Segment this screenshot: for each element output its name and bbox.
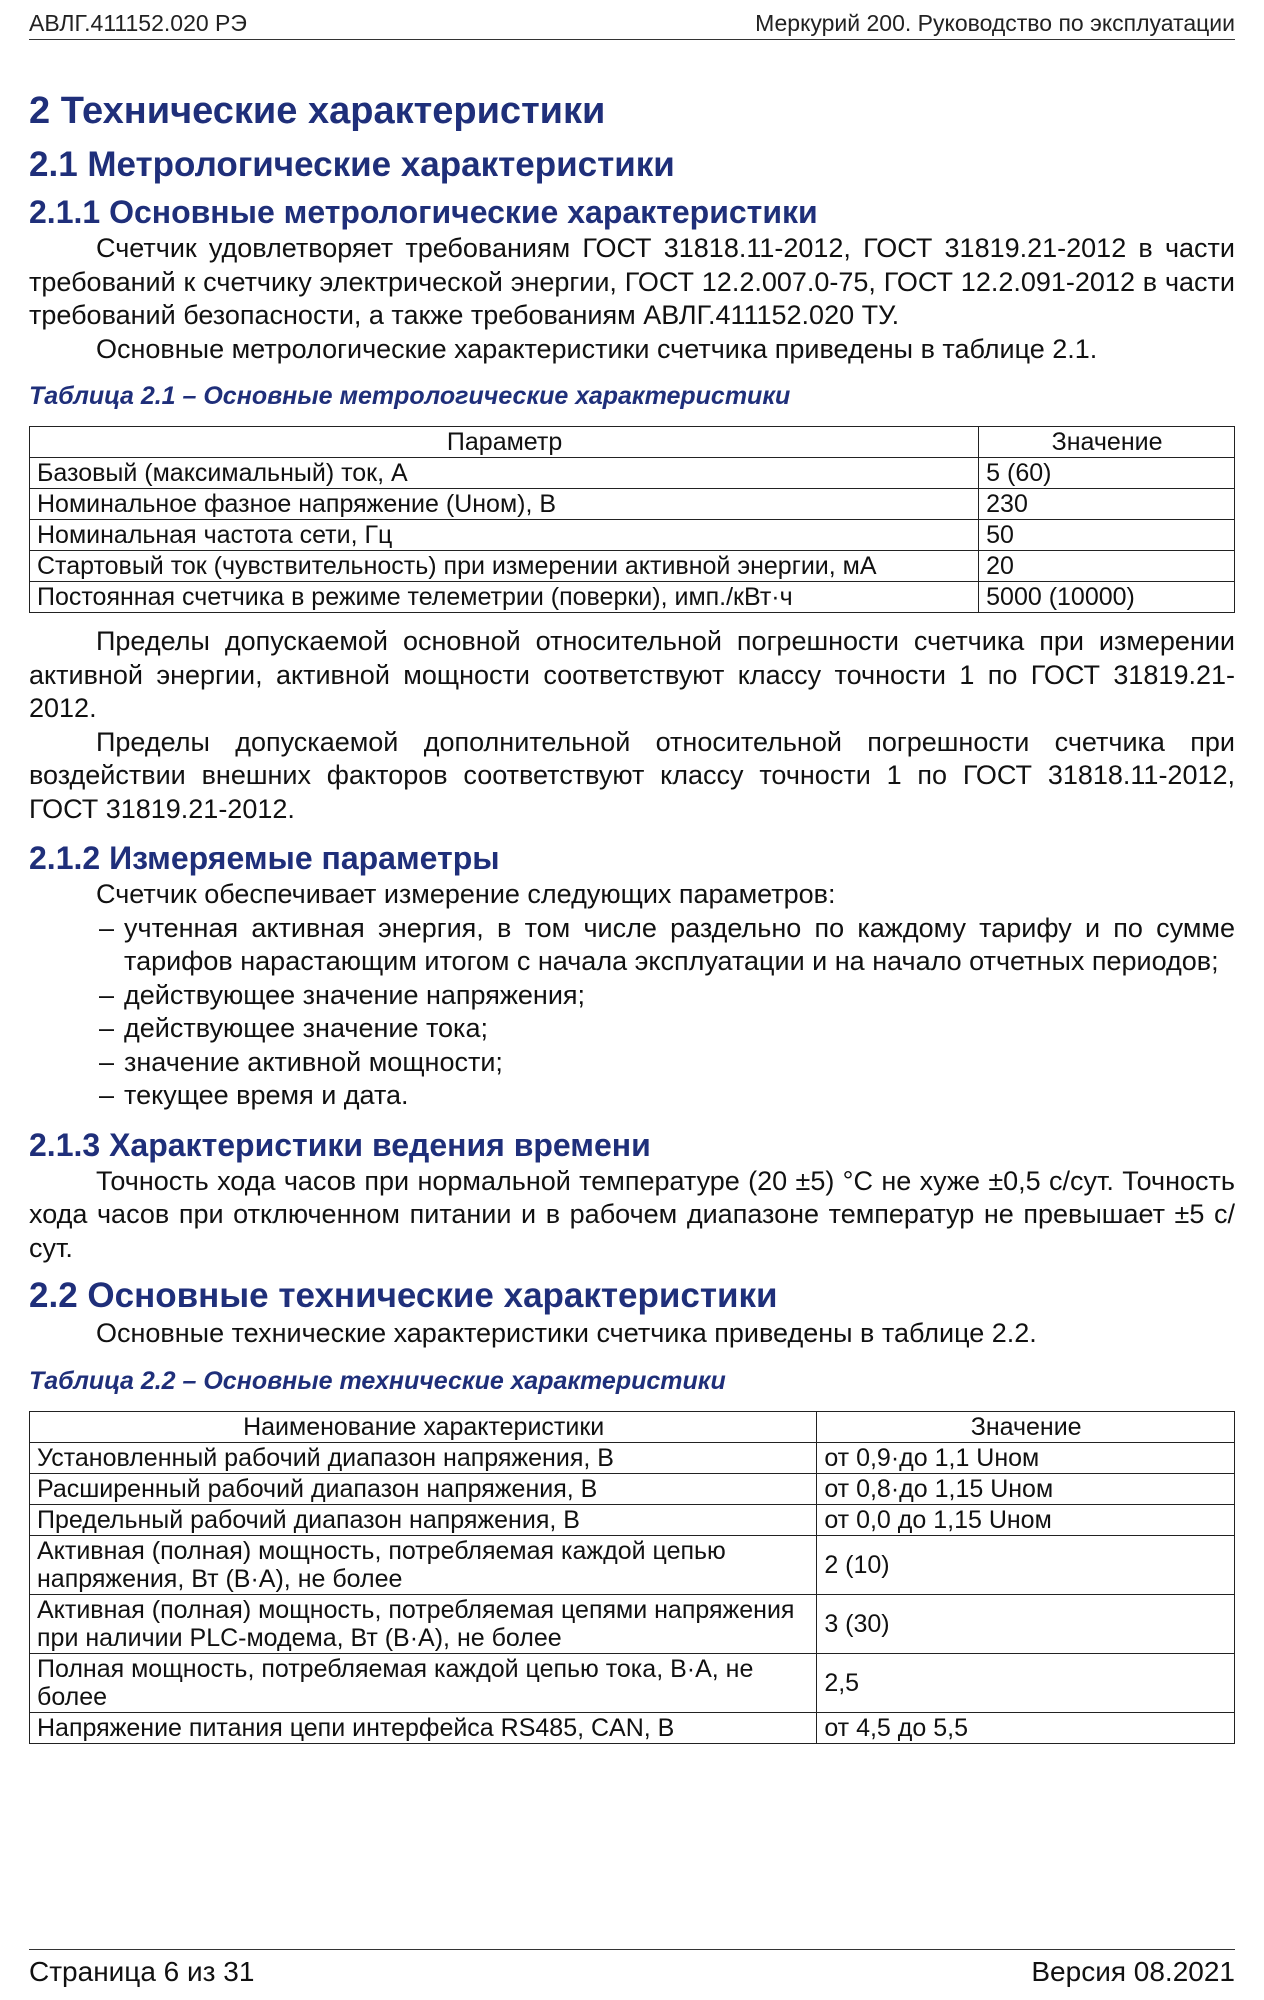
table-cell-param: Активная (полная) мощность, потребляемая цепями напряжения при наличии PLC-модема, Вт (В·А), не более (30, 1594, 817, 1653)
table-cell-param: Номинальная частота сети, Гц (30, 520, 979, 551)
table-cell-param: Базовый (максимальный) ток, А (30, 458, 979, 489)
table-header-cell: Значение (979, 427, 1235, 458)
table-row (30, 1473, 1235, 1504)
doc-code: АВЛГ.411152.020 РЭ (29, 9, 247, 36)
table-cell-param: Постоянная счетчика в режиме телеметрии (поверки), имп./кВт·ч (30, 582, 979, 613)
table-cell-value: 2,5 (817, 1653, 1235, 1712)
dash-marker: – (99, 912, 115, 943)
table-cell-param: Расширенный рабочий диапазон напряжения, В (30, 1473, 817, 1504)
table-cell-value: 230 (979, 489, 1235, 520)
table-cell-param: Стартовый ток (чувствительность) при измерении активной энергии, мА (30, 551, 979, 582)
table-row (30, 582, 1235, 613)
dash-marker: – (99, 1080, 115, 1110)
table-cell-param: Полная мощность, потребляемая каждой цепью тока, В·А, не более (30, 1653, 817, 1712)
list-item-text: учтенная активная энергия, в том числе раздельно по каждому тарифу и по сумме тарифов нарастающим итогом с начала эксплуатации и на начало отчетных периодов; (124, 912, 1235, 976)
running-footer (29, 1955, 1235, 1989)
table-2-1 (29, 426, 1235, 613)
table-cell-value: 20 (979, 551, 1235, 582)
table-cell-value: 5 (60) (979, 458, 1235, 489)
section-2-1-title: 2.1 Метрологические характеристики (29, 145, 675, 184)
table-row (30, 458, 1235, 489)
page-number: Страница 6 из 31 (29, 1956, 255, 1987)
table-2-2 (29, 1411, 1235, 1744)
table-cell-value: 50 (979, 520, 1235, 551)
table-2-1-caption: Таблица 2.1 – Основные метрологические характеристики (29, 382, 791, 410)
table-cell-param: Установленный рабочий диапазон напряжения, В (30, 1442, 817, 1473)
section-2-1-3-title: 2.1.3 Характеристики ведения времени (29, 1126, 651, 1163)
paragraph-main-error: Пределы допускаемой основной относительной погрешности счетчика при измерении активной энергии, активной мощности соответствуют классу точности 1 по ГОСТ 31819.21-2012. (29, 626, 1235, 723)
list-item-text: текущее время и дата. (124, 1080, 409, 1110)
paragraph-clock-accuracy: Точность хода часов при нормальной температуре (20 ±5) °С не хуже ±0,5 с/сут. Точность хода часов при отключенном питании и в рабочем диапазоне температур не превышает ±5 с/сут. (29, 1165, 1235, 1263)
section-2-title: 2 Технические характеристики (29, 90, 606, 132)
footer-rule (29, 1949, 1235, 1950)
table-row (30, 1712, 1235, 1743)
table-cell-value: 2 (10) (817, 1535, 1235, 1594)
spacer (29, 613, 1235, 625)
list-item (29, 912, 1235, 979)
table-2-2-caption: Таблица 2.2 – Основные технические характеристики (29, 1366, 726, 1395)
table-cell-value: от 4,5 до 5,5 (817, 1712, 1235, 1743)
list-item-text: действующее значение тока; (124, 1013, 488, 1043)
paragraph-table-ref-2-2: Основные технические характеристики счетчика приведены в таблице 2.2. (96, 1318, 1037, 1348)
header-rule (29, 39, 1235, 40)
section-2-1-2-title: 2.1.2 Измеряемые параметры (29, 840, 500, 876)
running-header (29, 8, 1235, 38)
dash-marker: – (99, 1046, 115, 1077)
table-row (30, 1535, 1235, 1594)
table-cell-value: от 0,9·до 1,1 Uном (817, 1442, 1235, 1473)
list-item (29, 1012, 1235, 1046)
paragraph-measured-intro: Счетчик обеспечивает измерение следующих параметров: (96, 879, 836, 909)
list-item-text: значение активной мощности; (124, 1046, 503, 1077)
paragraph-table-ref-2-1: Основные метрологические характеристики счетчика приведены в таблице 2.1. (96, 333, 1098, 364)
dash-marker: – (99, 1013, 115, 1043)
section-2-1-1-title: 2.1.1 Основные метрологические характеристики (29, 194, 818, 230)
table-row (30, 520, 1235, 551)
dash-marker: – (99, 979, 115, 1010)
version-label: Версия 08.2021 (1031, 1956, 1235, 1987)
table-row (30, 1653, 1235, 1712)
table-cell-param: Номинальное фазное напряжение (Uном), В (30, 489, 979, 520)
table-cell-value: 3 (30) (817, 1594, 1235, 1653)
table-row (30, 551, 1235, 582)
table-cell-value: 5000 (10000) (979, 582, 1235, 613)
table-row (30, 1504, 1235, 1535)
table-cell-value: от 0,0 до 1,15 Uном (817, 1504, 1235, 1535)
list-item (29, 1046, 1235, 1080)
page-content (29, 88, 1235, 1744)
doc-title: Меркурий 200. Руководство по эксплуатации (755, 9, 1235, 36)
table-row (30, 1594, 1235, 1653)
list-item-text: действующее значение напряжения; (124, 979, 586, 1010)
paragraph-standards: Счетчик удовлетворяет требованиям ГОСТ 31818.11-2012, ГОСТ 31819.21-2012 в части требований к счетчику электрической энергии, ГОСТ 12.2.007.0-75, ГОСТ 12.2.091-2012 в части требований безопасности, а также требованиям АВЛГ.411152.020 ТУ. (29, 233, 1235, 330)
table-header-cell: Наименование характеристики (30, 1411, 817, 1442)
table-header-row (30, 427, 1235, 458)
list-item (29, 979, 1235, 1013)
table-row (30, 489, 1235, 520)
table-header-cell: Параметр (30, 427, 979, 458)
measured-parameters-list (29, 912, 1235, 1113)
table-header-cell: Значение (817, 1411, 1235, 1442)
table-cell-param: Предельный рабочий диапазон напряжения, В (30, 1504, 817, 1535)
list-item (29, 1079, 1235, 1113)
table-row (30, 1442, 1235, 1473)
table-cell-value: от 0,8·до 1,15 Uном (817, 1473, 1235, 1504)
table-cell-param: Активная (полная) мощность, потребляемая каждой цепью напряжения, Вт (В·А), не более (30, 1535, 817, 1594)
paragraph-additional-error: Пределы допускаемой дополнительной относительной погрешности счетчика при воздействии внешних факторов соответствуют классу точности 1 по ГОСТ 31818.11-2012, ГОСТ 31819.21-2012. (29, 726, 1235, 824)
section-2-2-title: 2.2 Основные технические характеристики (29, 1276, 778, 1315)
table-header-row (30, 1411, 1235, 1442)
table-cell-param: Напряжение питания цепи интерфейса RS485, CAN, В (30, 1712, 817, 1743)
